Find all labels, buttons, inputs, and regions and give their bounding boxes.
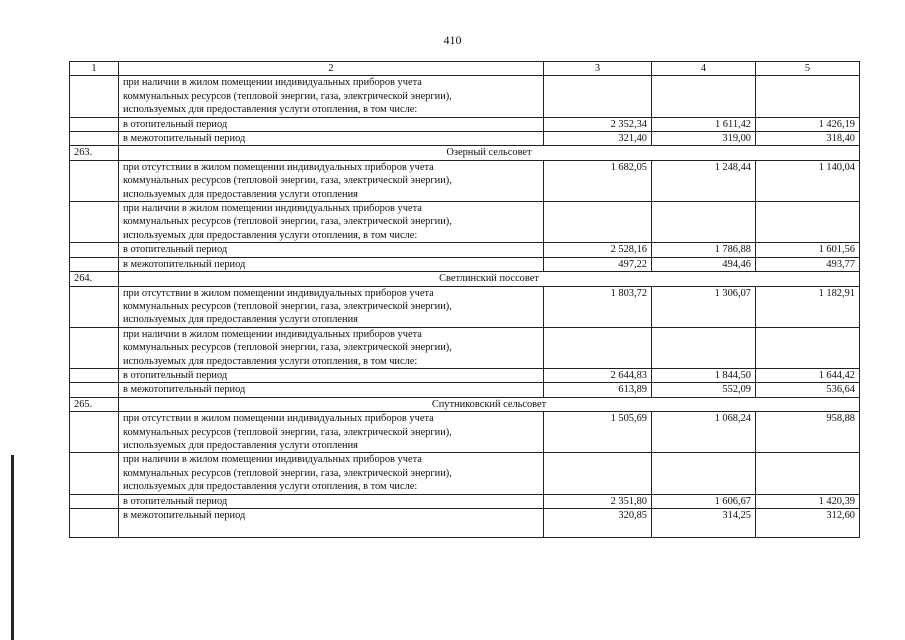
non-heating-row <box>70 257 860 271</box>
value-cell: 1 844,50 <box>652 368 756 382</box>
value-cell: 319,00 <box>652 132 756 146</box>
value-cell: 497,22 <box>544 257 652 271</box>
value-cell <box>756 76 860 117</box>
without-meters-row <box>70 160 860 201</box>
value-cell: 2 351,80 <box>544 494 652 508</box>
value-cell: 1 182,91 <box>756 286 860 327</box>
value-cell <box>756 202 860 243</box>
value-cell <box>652 327 756 368</box>
heating-row <box>70 243 860 257</box>
description-cell <box>119 202 544 243</box>
value-cell <box>756 453 860 494</box>
description-cell: в межотопительный период <box>119 257 544 271</box>
description-cell <box>119 76 544 117</box>
index-cell <box>70 412 119 453</box>
value-cell <box>756 327 860 368</box>
description-line: используемых для предоставления услуги отопления, в том числе: <box>123 355 418 367</box>
index-cell <box>70 243 119 257</box>
description-cell: в отопительный период <box>119 243 544 257</box>
value-cell <box>544 202 652 243</box>
header-cell: 2 <box>119 62 544 76</box>
value-cell: 1 682,05 <box>544 160 652 201</box>
description-cell <box>119 327 544 368</box>
heating-row <box>70 368 860 382</box>
section-index: 264. <box>70 272 119 286</box>
section-index: 265. <box>70 397 119 411</box>
with-meters-row <box>70 327 860 368</box>
value-cell <box>544 76 652 117</box>
tariff-table <box>69 61 860 538</box>
value-cell: 958,88 <box>756 412 860 453</box>
value-cell: 2 644,83 <box>544 368 652 382</box>
description-line: при отсутствии в жилом помещении индивидуальных приборов учета <box>123 413 434 425</box>
index-cell <box>70 117 119 131</box>
value-cell: 320,85 <box>544 509 652 538</box>
with-meters-row <box>70 202 860 243</box>
description-line: коммунальных ресурсов (тепловой энергии, газа, электрической энергии), <box>123 342 452 354</box>
value-cell: 321,40 <box>544 132 652 146</box>
with-meters-row <box>70 76 860 117</box>
section-name: Спутниковский сельсовет <box>119 397 860 411</box>
description-line: коммунальных ресурсов (тепловой энергии, газа, электрической энергии), <box>123 467 452 479</box>
value-cell: 1 140,04 <box>756 160 860 201</box>
section-name: Светлинский поссовет <box>119 272 860 286</box>
description-line: при наличии в жилом помещении индивидуальных приборов учета <box>123 328 422 340</box>
value-cell <box>544 453 652 494</box>
value-cell: 536,64 <box>756 383 860 397</box>
description-cell <box>119 453 544 494</box>
heating-row <box>70 494 860 508</box>
page-number: 410 <box>443 33 462 47</box>
description-line: при наличии в жилом помещении индивидуальных приборов учета <box>123 454 422 466</box>
index-cell <box>70 383 119 397</box>
header-cell: 1 <box>70 62 119 76</box>
value-cell <box>652 76 756 117</box>
value-cell: 493,77 <box>756 257 860 271</box>
value-cell: 2 352,34 <box>544 117 652 131</box>
value-cell: 1 644,42 <box>756 368 860 382</box>
description-line: используемых для предоставления услуги отопления <box>123 314 358 326</box>
index-cell <box>70 257 119 271</box>
value-cell <box>544 327 652 368</box>
description-line: при отсутствии в жилом помещении индивидуальных приборов учета <box>123 161 434 173</box>
value-cell: 1 601,56 <box>756 243 860 257</box>
description-line: при наличии в жилом помещении индивидуальных приборов учета <box>123 77 422 89</box>
value-cell: 552,09 <box>652 383 756 397</box>
description-line: при отсутствии в жилом помещении индивидуальных приборов учета <box>123 287 434 299</box>
section-name: Озерный сельсовет <box>119 146 860 160</box>
without-meters-row <box>70 412 860 453</box>
with-meters-row <box>70 453 860 494</box>
value-cell: 1 420,39 <box>756 494 860 508</box>
value-cell: 613,89 <box>544 383 652 397</box>
index-cell <box>70 509 119 538</box>
value-cell: 312,60 <box>756 509 860 538</box>
value-cell: 1 248,44 <box>652 160 756 201</box>
non-heating-row <box>70 383 860 397</box>
value-cell: 1 611,42 <box>652 117 756 131</box>
index-cell <box>70 494 119 508</box>
description-cell: в отопительный период <box>119 117 544 131</box>
value-cell: 1 606,67 <box>652 494 756 508</box>
value-cell: 314,25 <box>652 509 756 538</box>
value-cell: 1 786,88 <box>652 243 756 257</box>
index-cell <box>70 202 119 243</box>
value-cell <box>652 202 756 243</box>
description-cell: в отопительный период <box>119 368 544 382</box>
section-index: 263. <box>70 146 119 160</box>
description-line: коммунальных ресурсов (тепловой энергии, газа, электрической энергии), <box>123 426 452 438</box>
description-line: коммунальных ресурсов (тепловой энергии, газа, электрической энергии), <box>123 300 452 312</box>
description-cell: в отопительный период <box>119 494 544 508</box>
description-line: используемых для предоставления услуги отопления, в том числе: <box>123 229 418 241</box>
description-cell: в межотопительный период <box>119 509 544 538</box>
header-row <box>70 62 860 76</box>
value-cell: 1 426,19 <box>756 117 860 131</box>
heating-row <box>70 117 860 131</box>
value-cell: 1 306,07 <box>652 286 756 327</box>
non-heating-row <box>70 509 860 538</box>
index-cell <box>70 453 119 494</box>
description-line: при наличии в жилом помещении индивидуальных приборов учета <box>123 203 422 215</box>
index-cell <box>70 286 119 327</box>
index-cell <box>70 327 119 368</box>
description-cell: в межотопительный период <box>119 383 544 397</box>
description-cell <box>119 286 544 327</box>
header-cell: 5 <box>756 62 860 76</box>
value-cell: 318,40 <box>756 132 860 146</box>
index-cell <box>70 368 119 382</box>
value-cell <box>652 453 756 494</box>
description-line: используемых для предоставления услуги отопления, в том числе: <box>123 104 418 116</box>
value-cell: 1 803,72 <box>544 286 652 327</box>
description-line: используемых для предоставления услуги отопления <box>123 188 358 200</box>
description-line: коммунальных ресурсов (тепловой энергии, газа, электрической энергии), <box>123 175 452 187</box>
value-cell: 494,46 <box>652 257 756 271</box>
non-heating-row <box>70 132 860 146</box>
description-cell: в межотопительный период <box>119 132 544 146</box>
scan-edge-mark <box>11 455 14 640</box>
index-cell <box>70 76 119 117</box>
value-cell: 2 528,16 <box>544 243 652 257</box>
description-line: коммунальных ресурсов (тепловой энергии, газа, электрической энергии), <box>123 90 452 102</box>
value-cell: 1 505,69 <box>544 412 652 453</box>
description-line: используемых для предоставления услуги отопления, в том числе: <box>123 481 418 493</box>
section-header-row <box>70 397 860 411</box>
index-cell <box>70 132 119 146</box>
section-header-row <box>70 146 860 160</box>
description-cell <box>119 412 544 453</box>
description-line: используемых для предоставления услуги отопления <box>123 439 358 451</box>
without-meters-row <box>70 286 860 327</box>
header-cell: 4 <box>652 62 756 76</box>
header-cell: 3 <box>544 62 652 76</box>
value-cell: 1 068,24 <box>652 412 756 453</box>
description-line: коммунальных ресурсов (тепловой энергии, газа, электрической энергии), <box>123 216 452 228</box>
description-cell <box>119 160 544 201</box>
index-cell <box>70 160 119 201</box>
section-header-row <box>70 272 860 286</box>
